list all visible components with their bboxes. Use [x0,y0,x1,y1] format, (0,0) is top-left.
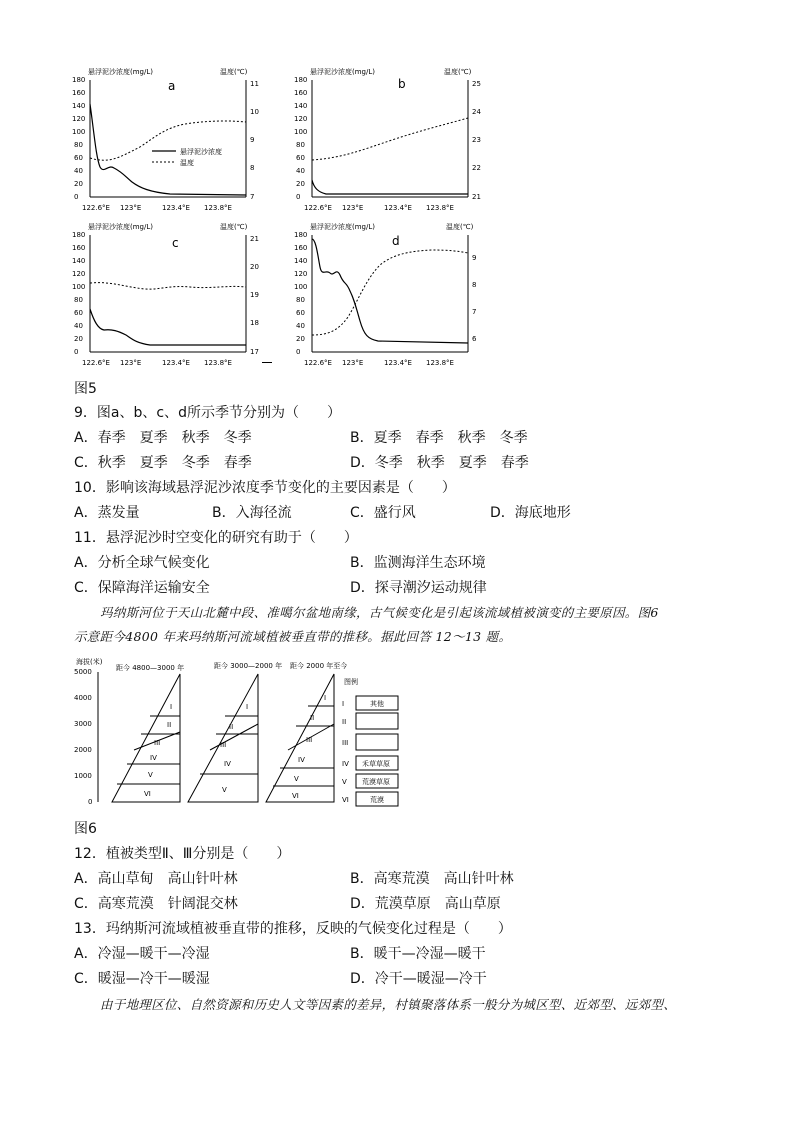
tick: 4000 [74,694,92,702]
q11-option-a[interactable]: A．分析全球气候变化 [74,555,210,571]
tick: 8 [250,164,255,172]
legend-text-5: 荒漠草原 [362,778,390,786]
q10-option-d[interactable]: D．海底地形 [490,505,571,521]
tick: 140 [72,257,86,265]
tick: 122.6°E [82,359,110,367]
tick: 1000 [74,772,92,780]
legend-num: IV [342,760,349,768]
tick: 25 [472,80,481,88]
tick: 18 [250,319,259,327]
tick: 160 [72,89,86,97]
tick: 0 [74,348,79,356]
svg-text:I: I [170,703,173,711]
panel-b-templabel: 温度(℃) [444,68,472,76]
legend-title: 图例 [344,678,358,686]
panel-b-id: b [398,77,406,91]
question-9-stem: 9．图a、b、c、d所示季节分别为（ ） [74,405,341,421]
period-2: 距今 3000—2000 年 [214,662,283,670]
q10-option-c[interactable]: C．盛行风 [350,505,416,521]
tick: 20 [296,335,305,343]
figure-5 [70,62,490,374]
tick: 80 [296,296,305,304]
figure-5-label: 图5 [74,381,97,397]
svg-text:I: I [246,703,249,711]
q10-option-a[interactable]: A．蒸发量 [74,505,140,521]
q13-option-c[interactable]: C．暖湿—冷干—暖湿 [74,971,210,987]
vegetation-column-2 [188,674,258,802]
tick: 21 [472,193,481,201]
q12-option-a[interactable]: A．高山草甸 高山针叶林 [74,871,238,887]
tick: 123°E [342,359,364,367]
passage-2-line-1: 由于地理区位、自然资源和历史人文等因素的差异，村镇聚落体系一般分为城区型、近郊型、远郊型、 [100,997,677,1012]
tick: 123.8°E [204,204,232,212]
tick: 80 [74,296,83,304]
tick: 122.6°E [304,204,332,212]
legend-num: II [342,718,347,726]
q9-option-d[interactable]: D．冬季 秋季 夏季 春季 [350,455,529,471]
tick: 0 [296,348,301,356]
tick: 100 [294,128,308,136]
q12-option-d[interactable]: D．荒漠草原 高山草原 [350,896,501,912]
panel-c-id: c [172,236,179,250]
q9-option-b[interactable]: B．夏季 春季 秋季 冬季 [350,430,528,446]
tick: 40 [74,167,83,175]
tick: 123.4°E [162,359,190,367]
tick: 6 [472,335,477,343]
svg-text:V: V [294,775,299,783]
tick: 160 [294,89,308,97]
tick: 100 [294,283,308,291]
tick: 3000 [74,720,92,728]
question-11-stem: 11．悬浮泥沙时空变化的研究有助于（ ） [74,530,358,546]
tick: 140 [294,102,308,110]
tick: 180 [72,76,86,84]
figure-6-label: 图6 [74,821,97,837]
q13-option-d[interactable]: D．冷干—暖湿—冷干 [350,971,487,987]
panel-a-ylabel: 悬浮泥沙浓度(mg/L) [88,68,153,76]
legend-temperature: 温度 [180,159,194,167]
tick: 60 [296,309,305,317]
tick: 122.6°E [82,204,110,212]
tick: 160 [294,244,308,252]
tick: 2000 [74,746,92,754]
panel-a [72,67,259,212]
svg-text:IV: IV [150,754,157,762]
vegetation-column-1 [112,674,180,802]
svg-text:VI: VI [292,792,299,800]
panel-d-ylabel: 悬浮泥沙浓度(mg/L) [310,223,375,231]
question-12-stem: 12．植被类型Ⅱ、Ⅲ分别是（ ） [74,846,291,862]
q11-option-c[interactable]: C．保障海洋运输安全 [74,580,210,596]
tick: 22 [472,164,481,172]
panel-c-ylabel: 悬浮泥沙浓度(mg/L) [88,223,153,231]
svg-text:IV: IV [298,756,305,764]
svg-text:III: III [306,736,313,744]
tick: 20 [296,180,305,188]
panel-b-ylabel: 悬浮泥沙浓度(mg/L) [310,68,375,76]
tick: 19 [250,291,259,299]
svg-text:V: V [222,786,227,794]
svg-text:II: II [229,723,234,731]
tick: 60 [296,154,305,162]
tick: 120 [72,115,86,123]
tick: 24 [472,108,481,116]
panel-a-id: a [168,79,176,93]
tick: 80 [296,141,305,149]
tick: 8 [472,281,477,289]
tick: 120 [294,115,308,123]
tick: 40 [296,322,305,330]
tick: 120 [72,270,86,278]
tick: 123°E [120,359,142,367]
tick: 123.4°E [384,204,412,212]
question-10-stem: 10．影响该海域悬浮泥沙浓度季节变化的主要因素是（ ） [74,480,456,496]
svg-text:VI: VI [144,790,151,798]
svg-text:II: II [167,721,172,729]
tick: 0 [74,193,79,201]
svg-text:II: II [310,714,315,722]
tick: 123.4°E [384,359,412,367]
legend-num: VI [342,796,349,804]
q13-option-b[interactable]: B．暖干—冷湿—暖干 [350,946,486,962]
q11-option-b[interactable]: B．监测海洋生态环境 [350,555,486,571]
q11-option-d[interactable]: D．探寻潮汐运动规律 [350,580,487,596]
tick: 180 [72,231,86,239]
tick: 180 [294,231,308,239]
tick: 7 [250,193,255,201]
panel-b [294,67,481,212]
tick: 40 [296,167,305,175]
q12-option-b[interactable]: B．高寒荒漠 高山针叶林 [350,871,514,887]
tick: 21 [250,235,259,243]
question-13-stem: 13．玛纳斯河流域植被垂直带的推移，反映的气候变化过程是（ ） [74,921,512,937]
tick: 100 [72,283,86,291]
period-3: 距今 2000 年至今 [290,662,348,670]
q12-option-c[interactable]: C．高寒荒漠 针阔混交林 [74,896,238,912]
panel-c-templabel: 温度(℃) [220,223,248,231]
tick: 9 [250,136,255,144]
tick: 7 [472,308,477,316]
tick: 17 [250,348,259,356]
passage-line-1: 玛纳斯河位于天山北麓中段、准噶尔盆地南缘，古气候变化是引起该流域植被演变的主要原因。图6 [100,605,659,620]
tick: 120 [294,270,308,278]
legend-text-4: 禾草草原 [362,760,390,768]
tick: 9 [472,254,477,262]
tick: 20 [74,180,83,188]
svg-text:IV: IV [224,760,231,768]
panel-d [294,222,477,367]
tick: 0 [296,193,301,201]
q9-option-c[interactable]: C．秋季 夏季 冬季 春季 [74,455,252,471]
tick: 20 [74,335,83,343]
q9-option-a[interactable]: A．春季 夏季 秋季 冬季 [74,430,252,446]
tick: 60 [74,309,83,317]
tick: 123.8°E [204,359,232,367]
legend-num: I [342,700,345,708]
tick: 0 [88,798,93,806]
svg-text:III: III [154,739,161,747]
divider [262,362,272,363]
svg-text:V: V [148,771,153,779]
q13-option-a[interactable]: A．冷湿—暖干—冷湿 [74,946,210,962]
tick: 123.8°E [426,359,454,367]
legend-text-6: 荒漠 [370,796,384,804]
tick: 10 [250,108,259,116]
vegetation-column-3 [266,674,334,802]
tick: 140 [294,257,308,265]
panel-d-templabel: 温度(℃) [446,223,474,231]
tick: 60 [74,154,83,162]
panel-c [72,222,259,367]
legend-sediment: 悬浮泥沙浓度 [180,148,222,156]
figure-6 [72,654,402,810]
svg-text:I: I [324,694,327,702]
panel-d-id: d [392,234,400,248]
tick: 20 [250,263,259,271]
tick: 5000 [74,668,92,676]
tick: 80 [74,141,83,149]
legend-text-1: 其他 [370,700,384,708]
legend-num: V [342,778,347,786]
tick: 11 [250,80,259,88]
passage-line-2: 示意距今4800 年来玛纳斯河流域植被垂直带的推移。据此回答 12～13 题。 [74,629,512,644]
panel-a-templabel: 温度(℃) [220,68,248,76]
period-1: 距今 4800—3000 年 [116,664,185,672]
tick: 123°E [342,204,364,212]
tick: 180 [294,76,308,84]
tick: 123°E [120,204,142,212]
tick: 23 [472,136,481,144]
tick: 123.8°E [426,204,454,212]
tick: 140 [72,102,86,110]
tick: 40 [74,322,83,330]
tick: 100 [72,128,86,136]
legend-num: III [342,739,349,747]
tick: 123.4°E [162,204,190,212]
fig6-ylabel: 海拔(米) [76,658,103,666]
q10-option-b[interactable]: B．入海径流 [212,505,292,521]
fig6-legend [342,677,398,806]
svg-text:III: III [220,741,227,749]
tick: 160 [72,244,86,252]
tick: 122.6°E [304,359,332,367]
